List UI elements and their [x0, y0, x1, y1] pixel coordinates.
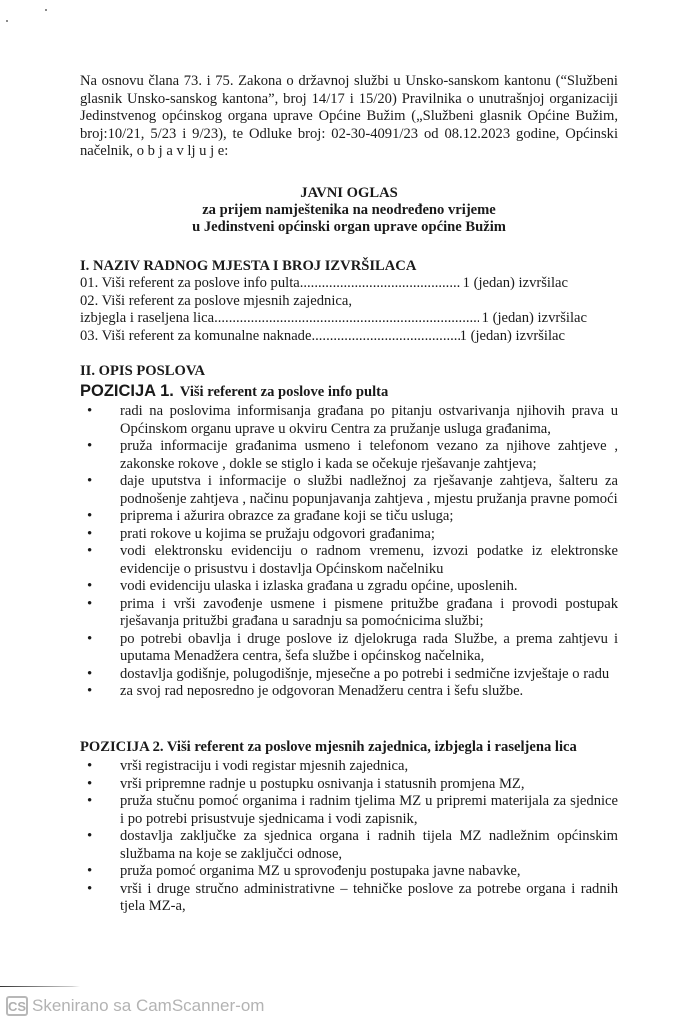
- camscanner-logo-icon: CS: [6, 996, 28, 1016]
- leader-dots: [311, 328, 459, 346]
- position2-duties: [80, 758, 618, 916]
- position-count: 1 (jedan) izvršilac: [462, 275, 568, 291]
- document-body: [80, 73, 618, 916]
- announcement-subtitle: za prijem namještenika na neodređeno vrijeme: [202, 201, 496, 218]
- announcement-title: JAVNI OGLAS: [300, 184, 398, 201]
- announcement-heading: [80, 185, 618, 236]
- scan-speck: [6, 20, 8, 22]
- position1-duties: [80, 403, 618, 701]
- camscanner-watermark: [6, 996, 264, 1016]
- duty-item: • dostavlja zaključke za sjednica organa i radnih tijela MZ nadležnim općinskim službama na koje se zaključci odnose,: [120, 828, 618, 863]
- position-row: [80, 275, 568, 293]
- position-label: 03. Viši referent za komunalne naknade: [80, 327, 312, 344]
- position-count: 1 (jedan) izvršilac: [481, 310, 587, 326]
- section1-title: I. NAZIV RADNOG MJESTA I BROJ IZVRŠILACA: [80, 257, 417, 274]
- duty-item: • priprema i ažurira obrazce za građane koji se tiču usluga;: [120, 508, 618, 526]
- position-count: 1 (jedan) izvršilac: [459, 327, 565, 344]
- duty-item: • prima i vrši zavođenje usmene i pismene pritužbe građana i provodi postupak rješavanja pritužbi građana u saradnju sa pomoćnicima službi;: [120, 596, 618, 631]
- leader-dots: [214, 310, 479, 328]
- position-label: 01. Viši referent za poslove info pulta: [80, 275, 300, 291]
- duty-item: • vrši pripremne radnje u postupku osnivanja i statusnih promjena MZ,: [120, 776, 618, 794]
- scan-artifact-line: [0, 986, 80, 987]
- positions-list: [80, 275, 618, 345]
- announcement-subtitle-2: u Jedinstveni općinski organ uprave općine Bužim: [192, 218, 506, 235]
- duty-item: • prati rokove u kojima se pružaju odgovori građanima;: [120, 526, 618, 544]
- scan-speck: [45, 9, 47, 11]
- duty-item: • za svoj rad neposredno je odgovoran Menadžeru centra i šefu službe.: [120, 683, 618, 701]
- leader-dots: [300, 275, 460, 293]
- duty-item: • vodi elektronsku evidenciju o radnom vremenu, izvozi podatke iz elektronske evidencije o prisustvu i dostavlja Općinskom načelniku: [120, 543, 618, 578]
- duty-item: • po potrebi obavlja i druge poslove iz djelokruga rada Službe, a prema zahtjevu i uputama Menadžera centra, šefa službe i općinskog načelnika,: [120, 631, 618, 666]
- watermark-text: Skenirano sa CamScanner-om: [32, 996, 265, 1015]
- position-label-line1: 02. Viši referent za poslove mjesnih zajednica,: [80, 292, 352, 309]
- duty-item: • pruža informacije građanima usmeno i telefonom vezano za njihove zahtjeve , zakonske rokove , dokle se stiglo i kada se očekuje rješavanje zahtjeva;: [120, 438, 618, 473]
- duty-item: • vodi evidenciju ulaska i izlaska građana u zgradu općine, uposlenih.: [120, 578, 618, 596]
- position-row: [80, 328, 565, 346]
- duty-item: • vrši i druge stručno administrativne – tehničke poslove za potrebe organa i radnih tjela MZ-a,: [120, 881, 618, 916]
- intro-paragraph: Na osnovu člana 73. i 75. Zakona o državnoj službi u Unsko-sanskom kantonu (“Službeni glasnik Unsko-sanskog kantona”, broj 14/17 i 15/20) Pravilnika o unutrašnjoj organizaciji Jedinstvenog općinskog organa uprave Općine Bužim („Službeni glasnik Općine Bužim, broj:10/21, 5/23 i 9/23), te Odluke broj: 02-30-4091/23 od 08.12.2023 godine, Općinski načelnik, o b j a v lj u j e:: [80, 73, 618, 159]
- duty-item: • dostavlja godišnje, polugodišnje, mjesečne a po potrebi i sedmične izvještaje o radu: [120, 666, 618, 684]
- position1-heading: [80, 383, 618, 402]
- position2-heading: POZICIJA 2. Viši referent za poslove mjesnih zajednica, izbjegla i raseljena lica: [80, 738, 577, 755]
- duty-item: • pruža stučnu pomoć organima i radnim tjelima MZ u pripremi materijala za sjednice i po potrebi prisustvuje sjednicama i vodi zapisnik,: [120, 793, 618, 828]
- position-label: izbjegla i raseljena lica: [80, 310, 215, 326]
- duty-item: • radi na poslovima informisanja građana po pitanju ostvarivanja njihovih prava u Općinskom organu uprave u okviru Centra za pružanje usluga građanima,: [120, 403, 618, 438]
- duty-item: • daje uputstva i informacije o službi nadležnoj za rješavanje zahtjeva, šalteru za podnošenje zahtjeva , načinu popunjavanja zahtjeva , mjestu pružanja pravne pomoći: [120, 473, 618, 508]
- position1-title: Viši referent za poslove info pulta: [179, 383, 389, 400]
- section2-title: II. OPIS POSLOVA: [80, 363, 206, 379]
- duty-item: • vrši registraciju i vodi registar mjesnih zajednica,: [120, 758, 618, 776]
- position-row: [80, 310, 587, 328]
- position1-label: POZICIJA 1.: [80, 381, 174, 400]
- duty-item: • pruža pomoć organima MZ u sprovođenju postupaka javne nabavke,: [120, 863, 618, 881]
